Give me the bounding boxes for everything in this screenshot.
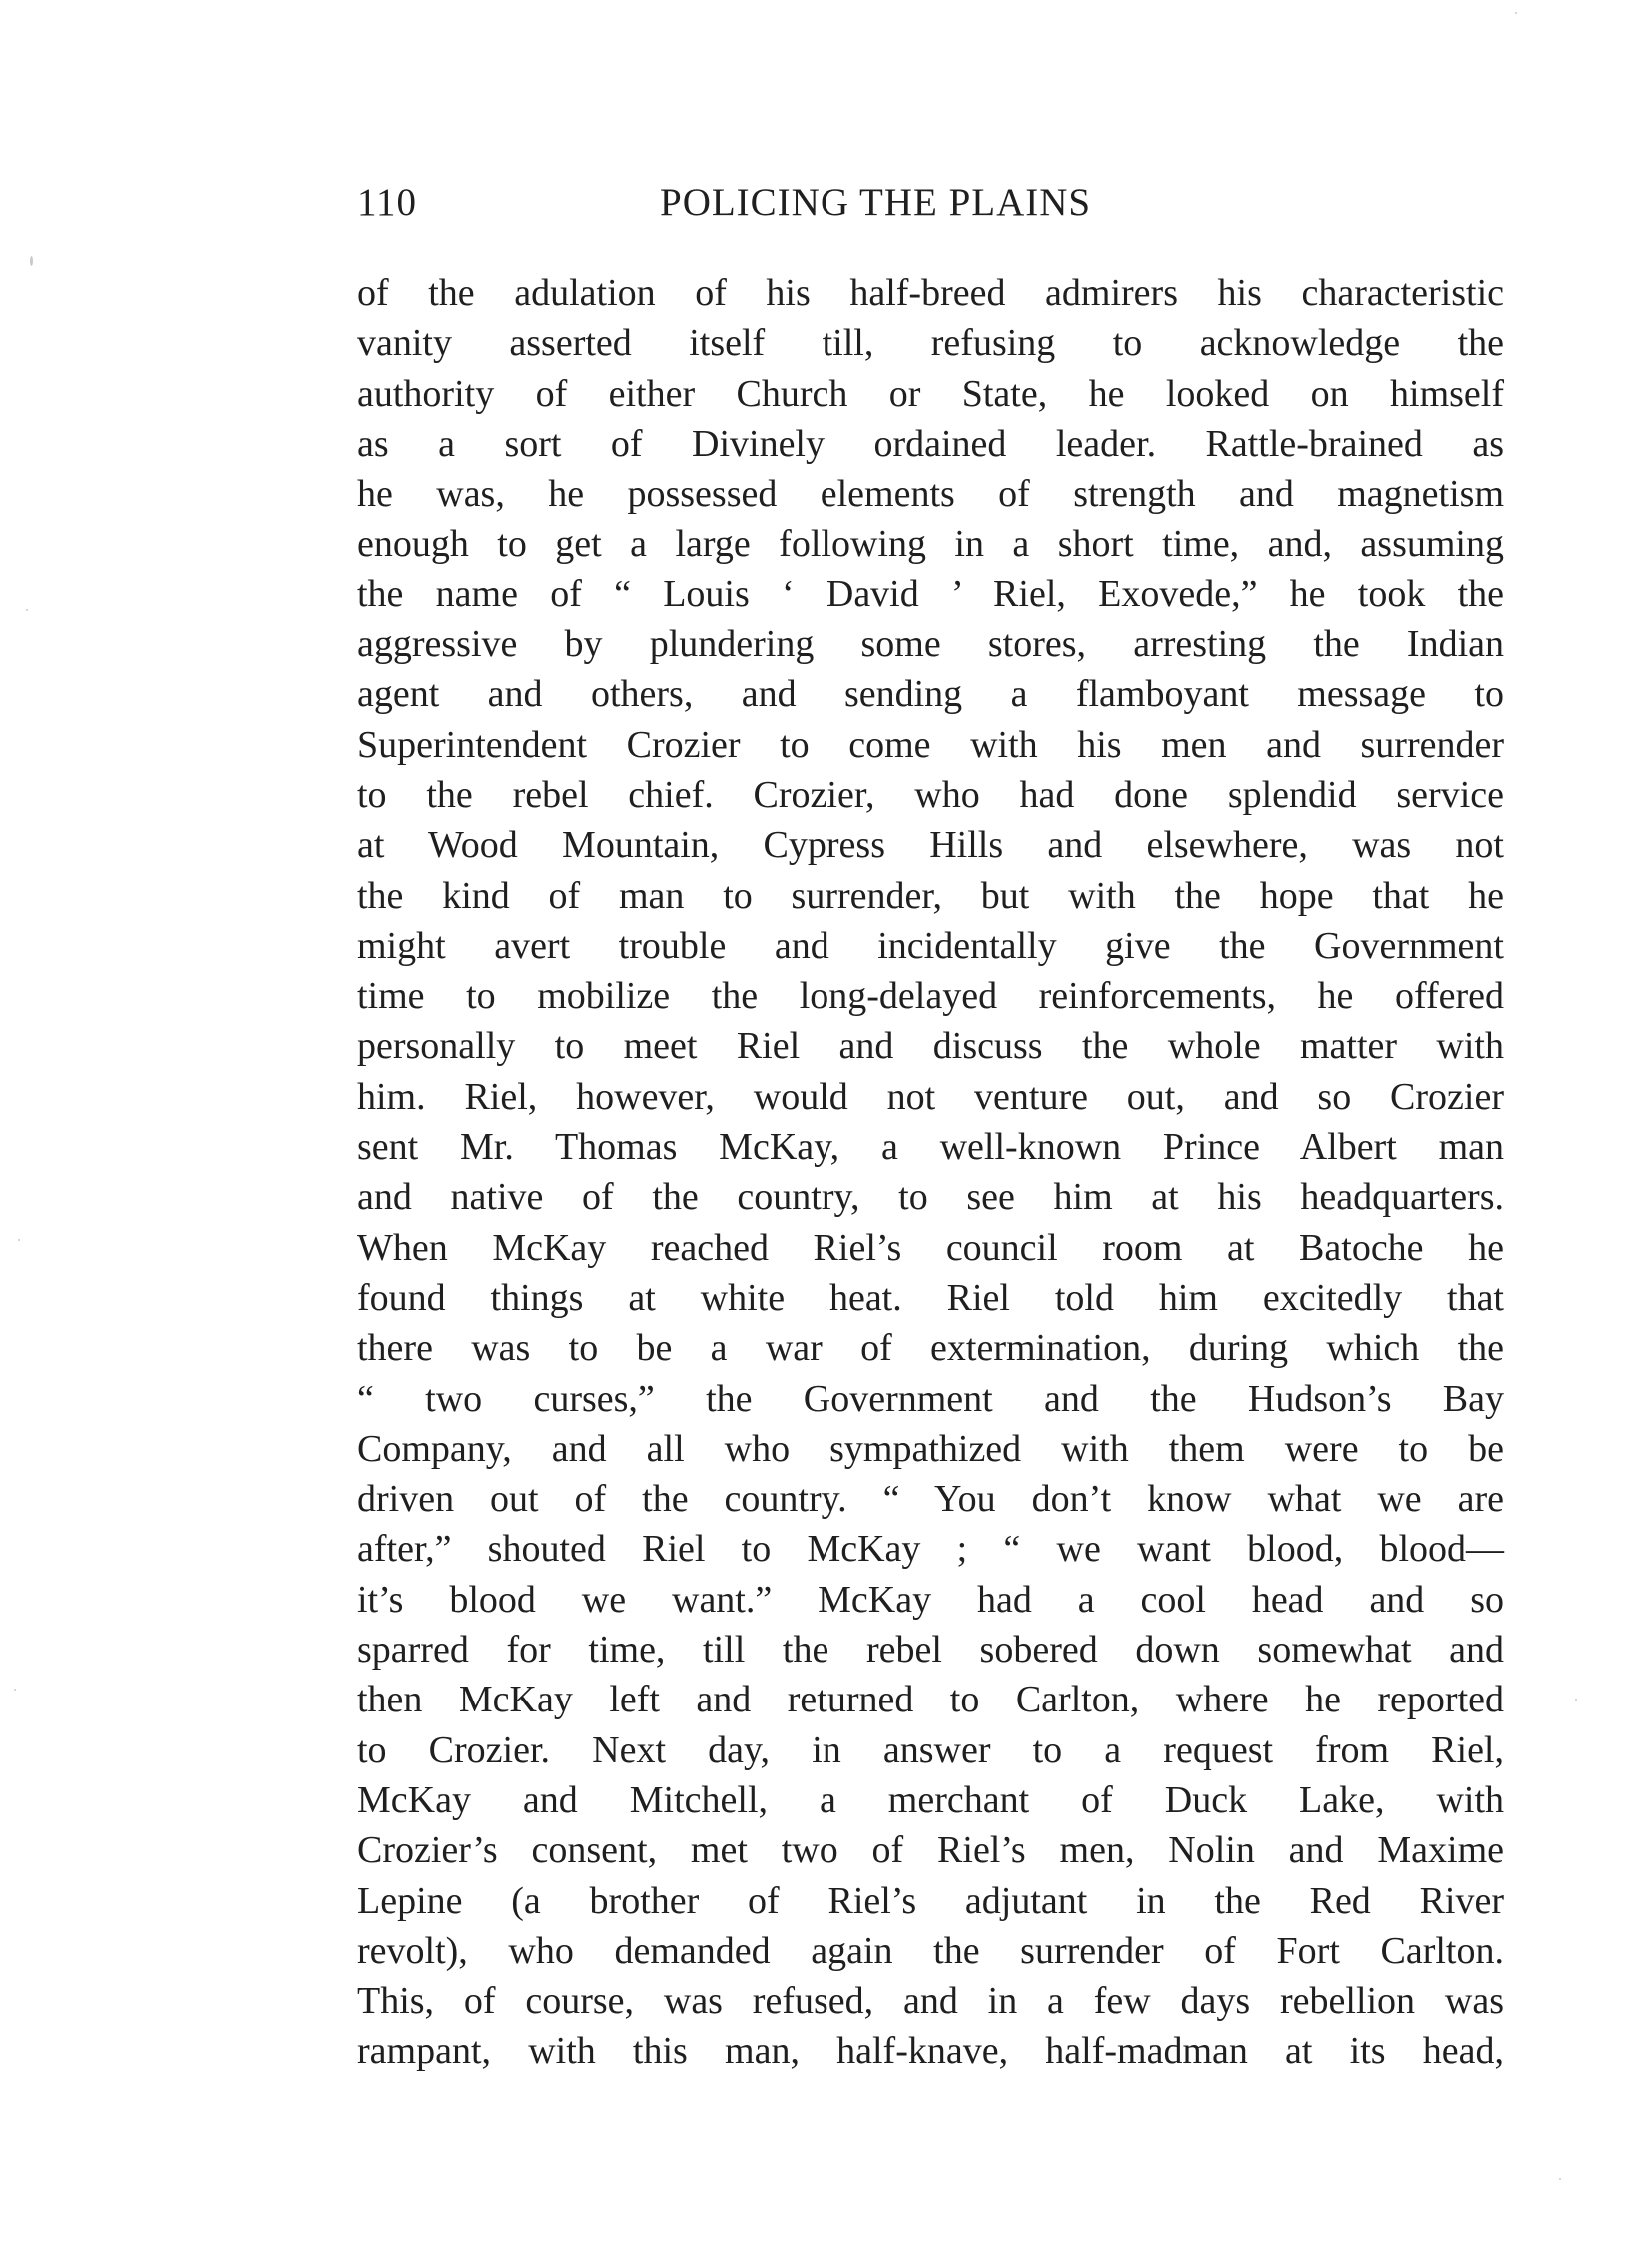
text-line: at Wood Mountain, Cypress Hills and elsewhere, was not xyxy=(357,824,1504,867)
text-line: time to mobilize the long-delayed reinforcements, he offered xyxy=(357,975,1504,1018)
scan-speck xyxy=(26,609,28,611)
text-line: after,” shouted Riel to McKay ; “ we want blood, blood— xyxy=(357,1528,1504,1571)
text-line: the name of “ Louis ‘ David ’ Riel, Exovede,” he took the xyxy=(357,572,1504,615)
text-line: might avert trouble and incidentally give the Government xyxy=(357,924,1504,967)
text-line: Lepine (a brother of Riel’s adjutant in the Red River xyxy=(357,1879,1504,1922)
text-line: found things at white heat. Riel told him excitedly that xyxy=(357,1276,1504,1319)
scan-speck xyxy=(1559,2178,1561,2180)
text-line: to Crozier. Next day, in answer to a request from Riel, xyxy=(357,1728,1504,1771)
text-line: to the rebel chief. Crozier, who had done splendid service xyxy=(357,773,1504,816)
text-line: it’s blood we want.” McKay had a cool head and so xyxy=(357,1578,1504,1621)
text-line: Crozier’s consent, met two of Riel’s men, Nolin and Maxime xyxy=(357,1829,1504,1872)
scan-speck xyxy=(14,1689,16,1691)
scan-speck xyxy=(1515,12,1517,14)
scan-speck xyxy=(30,256,33,266)
running-title: POLICING THE PLAINS xyxy=(660,181,1092,224)
text-line: McKay and Mitchell, a merchant of Duck Lake, with xyxy=(357,1778,1504,1821)
text-line: and native of the country, to see him at his headquarters. xyxy=(357,1176,1504,1219)
page-number: 110 xyxy=(357,181,418,224)
body-text xyxy=(357,268,1504,2077)
text-line: This, of course, was refused, and in a few days rebellion was xyxy=(357,1980,1504,2023)
text-line: Company, and all who sympathized with them were to be xyxy=(357,1427,1504,1470)
text-line: then McKay left and returned to Carlton, where he reported xyxy=(357,1679,1504,1721)
text-line: authority of either Church or State, he looked on himself xyxy=(357,372,1504,415)
text-line: him. Riel, however, would not venture out, and so Crozier xyxy=(357,1075,1504,1118)
text-line: vanity asserted itself till, refusing to acknowledge the xyxy=(357,322,1504,365)
text-line: as a sort of Divinely ordained leader. Rattle-brained as xyxy=(357,422,1504,465)
text-line: driven out of the country. “ You don’t know what we are xyxy=(357,1478,1504,1521)
text-line: personally to meet Riel and discuss the whole matter with xyxy=(357,1025,1504,1068)
text-line: the kind of man to surrender, but with the hope that he xyxy=(357,874,1504,917)
text-line: Superintendent Crozier to come with his men and surrender xyxy=(357,723,1504,766)
text-line: sent Mr. Thomas McKay, a well-known Prince Albert man xyxy=(357,1126,1504,1169)
text-line: sparred for time, till the rebel sobered down somewhat and xyxy=(357,1629,1504,1672)
text-line: When McKay reached Riel’s council room at Batoche he xyxy=(357,1226,1504,1269)
text-line: he was, he possessed elements of strength and magnetism xyxy=(357,473,1504,516)
scan-speck xyxy=(1575,1699,1577,1701)
text-line: of the adulation of his half-breed admirers his characteristic xyxy=(357,272,1504,314)
page-header xyxy=(357,180,1206,240)
text-line: revolt), who demanded again the surrender of Fort Carlton. xyxy=(357,1929,1504,1972)
text-line: enough to get a large following in a short time, and, assuming xyxy=(357,523,1504,566)
text-line: there was to be a war of extermination, during which the xyxy=(357,1327,1504,1370)
text-line: agent and others, and sending a flamboyant message to xyxy=(357,673,1504,716)
text-line: aggressive by plundering some stores, arresting the Indian xyxy=(357,623,1504,666)
scan-speck xyxy=(18,1239,20,1241)
text-line: “ two curses,” the Government and the Hudson’s Bay xyxy=(357,1377,1504,1420)
text-line: rampant, with this man, half-knave, half-madman at its head, xyxy=(357,2030,1504,2073)
